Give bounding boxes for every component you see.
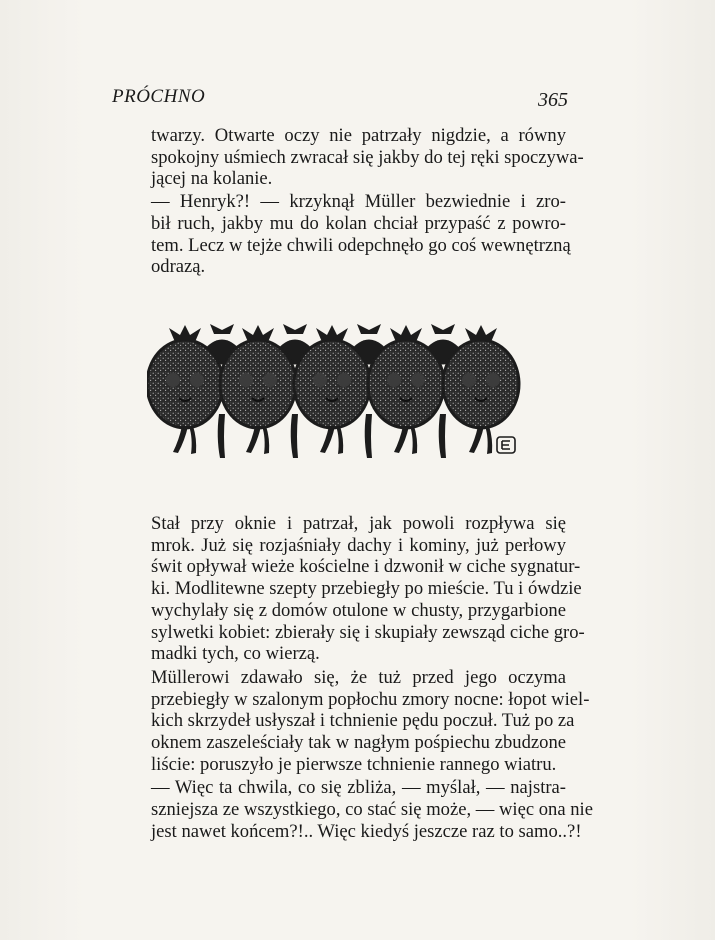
text-line: sylwetki kobiet: zbierały się i skupiały zewsząd ciche gro-	[151, 621, 585, 643]
page-number: 365	[538, 89, 568, 111]
paragraph	[107, 666, 590, 776]
paragraph	[107, 513, 585, 665]
text-line: spokojny uśmiech zwracał się jakby do tej ręki spoczywa-	[151, 146, 584, 168]
pomegranate-frieze-icon	[147, 322, 521, 460]
text-block-bottom	[107, 513, 593, 843]
text-line: jącej na kolanie.	[151, 168, 273, 190]
text-line: wychylały się z domów otulone w chusty, przygarbione	[151, 599, 566, 621]
text-line: tem. Lecz w tejże chwili odepchnęło go coś wewnętrzną	[151, 234, 571, 256]
paragraph	[107, 777, 593, 842]
text-line: Müllerowi zdawało się, że tuż przed jego oczyma	[151, 666, 566, 688]
paragraph	[107, 125, 584, 190]
printer-monogram-icon	[496, 436, 516, 454]
text-line: odrazą.	[151, 256, 206, 278]
text-line: twarzy. Otwarte oczy nie patrzały nigdzie, a równy	[151, 125, 566, 146]
running-head: PRÓCHNO	[112, 86, 206, 107]
paragraph	[107, 191, 571, 278]
text-line: oknem zaszeleściały tak w nagłym pośpiechu zbudzone	[151, 732, 566, 754]
text-line: — Więc ta chwila, co się zbliża, — myślał, — najstra-	[151, 777, 566, 799]
text-line: liście: poruszyło je pierwsze tchnienie rannego wiatru.	[151, 753, 557, 775]
text-line: kich skrzydeł usłyszał i tchnienie pędu poczuł. Tuż po za	[151, 710, 575, 732]
text-line: ki. Modlitewne szepty przebiegły po mieście. Tu i ówdzie	[151, 578, 582, 600]
text-block-top	[107, 125, 584, 278]
text-line: przebiegły w szalonym popłochu zmory nocne: łopot wiel-	[151, 688, 590, 710]
text-line: świt opływał wieże kościelne i dzwonił w ciche sygnatur-	[151, 556, 581, 578]
text-line: madki tych, co wierzą.	[151, 643, 320, 665]
text-line: Stał przy oknie i patrzał, jak powoli rozpływa się	[151, 513, 566, 534]
text-line: — Henryk?! — krzyknął Müller bezwiednie i zro-	[151, 191, 566, 213]
text-line: szniejsza ze wszystkiego, co stać się może, — więc ona nie	[151, 799, 593, 821]
text-line: bił ruch, jakby mu do kolan chciał przypaść z powro-	[151, 212, 566, 234]
text-line: mrok. Już się rozjaśniały dachy i kominy, już perłowy	[151, 534, 566, 556]
text-line: jest nawet końcem?!.. Więc kiedyś jeszcze raz to samo..?!	[151, 820, 582, 842]
